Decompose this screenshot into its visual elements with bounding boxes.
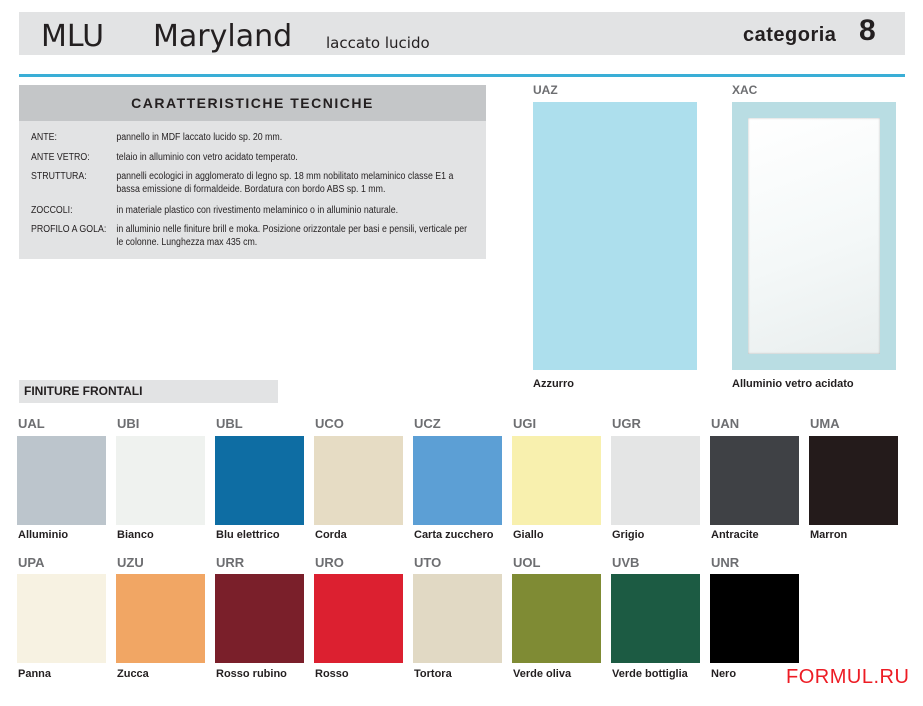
finish-code: URO bbox=[315, 555, 344, 570]
finish-label: Panna bbox=[18, 668, 52, 680]
finish-code: UNR bbox=[711, 555, 740, 570]
finish-code: UTO bbox=[414, 555, 442, 570]
finish-label: Marron bbox=[810, 529, 848, 541]
specs-panel bbox=[19, 85, 486, 259]
finish-label: Corda bbox=[315, 529, 347, 541]
finish-code: UVB bbox=[612, 555, 640, 570]
door-swatch bbox=[732, 102, 896, 370]
finish-code: UCZ bbox=[414, 416, 441, 431]
finish-swatch bbox=[809, 436, 898, 525]
finish-label: Zucca bbox=[117, 668, 149, 680]
finish-code: UZU bbox=[117, 555, 144, 570]
finish-code: UBI bbox=[117, 416, 140, 431]
accent-divider bbox=[19, 74, 905, 77]
finish-swatch bbox=[17, 436, 106, 525]
spec-value: in alluminio nelle finiture brill e moka. Posizione orizzontale per basi e pensili, verticale per le colonne. Lunghezza max 435 cm. bbox=[116, 224, 468, 248]
model-subtitle: laccato lucido bbox=[326, 34, 430, 52]
spec-label: ANTE: bbox=[31, 132, 57, 143]
finish-swatch bbox=[512, 436, 601, 525]
header-bar bbox=[19, 12, 905, 55]
finish-swatch bbox=[710, 574, 799, 663]
spec-value: pannelli ecologici in agglomerato di legno sp. 18 mm nobilitato melaminico classe E1 a bassa emissione di formaldeide. Bordatura con bordo ABS sp. 1 mm. bbox=[116, 171, 454, 195]
door-label: Alluminio vetro acidato bbox=[732, 378, 854, 390]
finish-code: UAN bbox=[711, 416, 740, 431]
finish-label: Bianco bbox=[117, 529, 154, 541]
finish-label: Blu elettrico bbox=[216, 529, 280, 541]
model-name: Maryland bbox=[153, 19, 293, 54]
spec-label: STRUTTURA: bbox=[31, 171, 87, 182]
finish-swatch bbox=[17, 574, 106, 663]
finish-code: UOL bbox=[513, 555, 541, 570]
finish-swatch bbox=[116, 574, 205, 663]
finish-label: Verde oliva bbox=[513, 668, 572, 680]
specs-title: CARATTERISTICHE TECNICHE bbox=[19, 85, 486, 121]
finish-label: Giallo bbox=[513, 529, 544, 541]
finish-swatch bbox=[710, 436, 799, 525]
spec-label: ANTE VETRO: bbox=[31, 152, 90, 163]
door-code: UAZ bbox=[533, 83, 558, 97]
finish-label: Tortora bbox=[414, 668, 452, 680]
finish-label: Grigio bbox=[612, 529, 645, 541]
watermark: FORMUL.RU bbox=[786, 666, 910, 688]
model-code: MLU bbox=[41, 19, 105, 54]
finish-swatch bbox=[611, 574, 700, 663]
finish-label: Verde bottiglia bbox=[612, 668, 688, 680]
finish-code: URR bbox=[216, 555, 245, 570]
finish-code: UMA bbox=[810, 416, 840, 431]
finish-label: Rosso bbox=[315, 668, 349, 680]
glass-panel bbox=[748, 118, 880, 354]
door-label: Azzurro bbox=[533, 378, 574, 390]
finish-code: UGR bbox=[612, 416, 641, 431]
door-swatch bbox=[533, 102, 697, 370]
finish-swatch bbox=[512, 574, 601, 663]
finishes-title: FINITURE FRONTALI bbox=[19, 380, 278, 403]
finish-swatch bbox=[314, 574, 403, 663]
door-code: XAC bbox=[732, 83, 758, 97]
spec-label: PROFILO A GOLA: bbox=[31, 224, 107, 235]
finish-label: Rosso rubino bbox=[216, 668, 287, 680]
finish-code: UGI bbox=[513, 416, 537, 431]
finish-code: UPA bbox=[18, 555, 45, 570]
finish-code: UBL bbox=[216, 416, 243, 431]
finish-label: Antracite bbox=[711, 529, 759, 541]
finish-swatch bbox=[413, 436, 502, 525]
finish-label: Alluminio bbox=[18, 529, 69, 541]
category-label: categoria bbox=[743, 24, 837, 46]
spec-value: in materiale plastico con rivestimento melaminico o in alluminio naturale. bbox=[116, 205, 399, 216]
finish-swatch bbox=[314, 436, 403, 525]
finish-code: UCO bbox=[315, 416, 344, 431]
finish-code: UAL bbox=[18, 416, 45, 431]
finish-swatch bbox=[215, 436, 304, 525]
finish-swatch bbox=[215, 574, 304, 663]
finish-swatch bbox=[413, 574, 502, 663]
category-number: 8 bbox=[859, 14, 876, 47]
spec-label: ZOCCOLI: bbox=[31, 205, 73, 216]
spec-value: pannello in MDF laccato lucido sp. 20 mm. bbox=[116, 132, 283, 143]
finish-swatch bbox=[116, 436, 205, 525]
finish-label: Nero bbox=[711, 668, 737, 680]
spec-value: telaio in alluminio con vetro acidato temperato. bbox=[116, 152, 298, 163]
finish-label: Carta zucchero bbox=[414, 529, 494, 541]
finish-swatch bbox=[611, 436, 700, 525]
